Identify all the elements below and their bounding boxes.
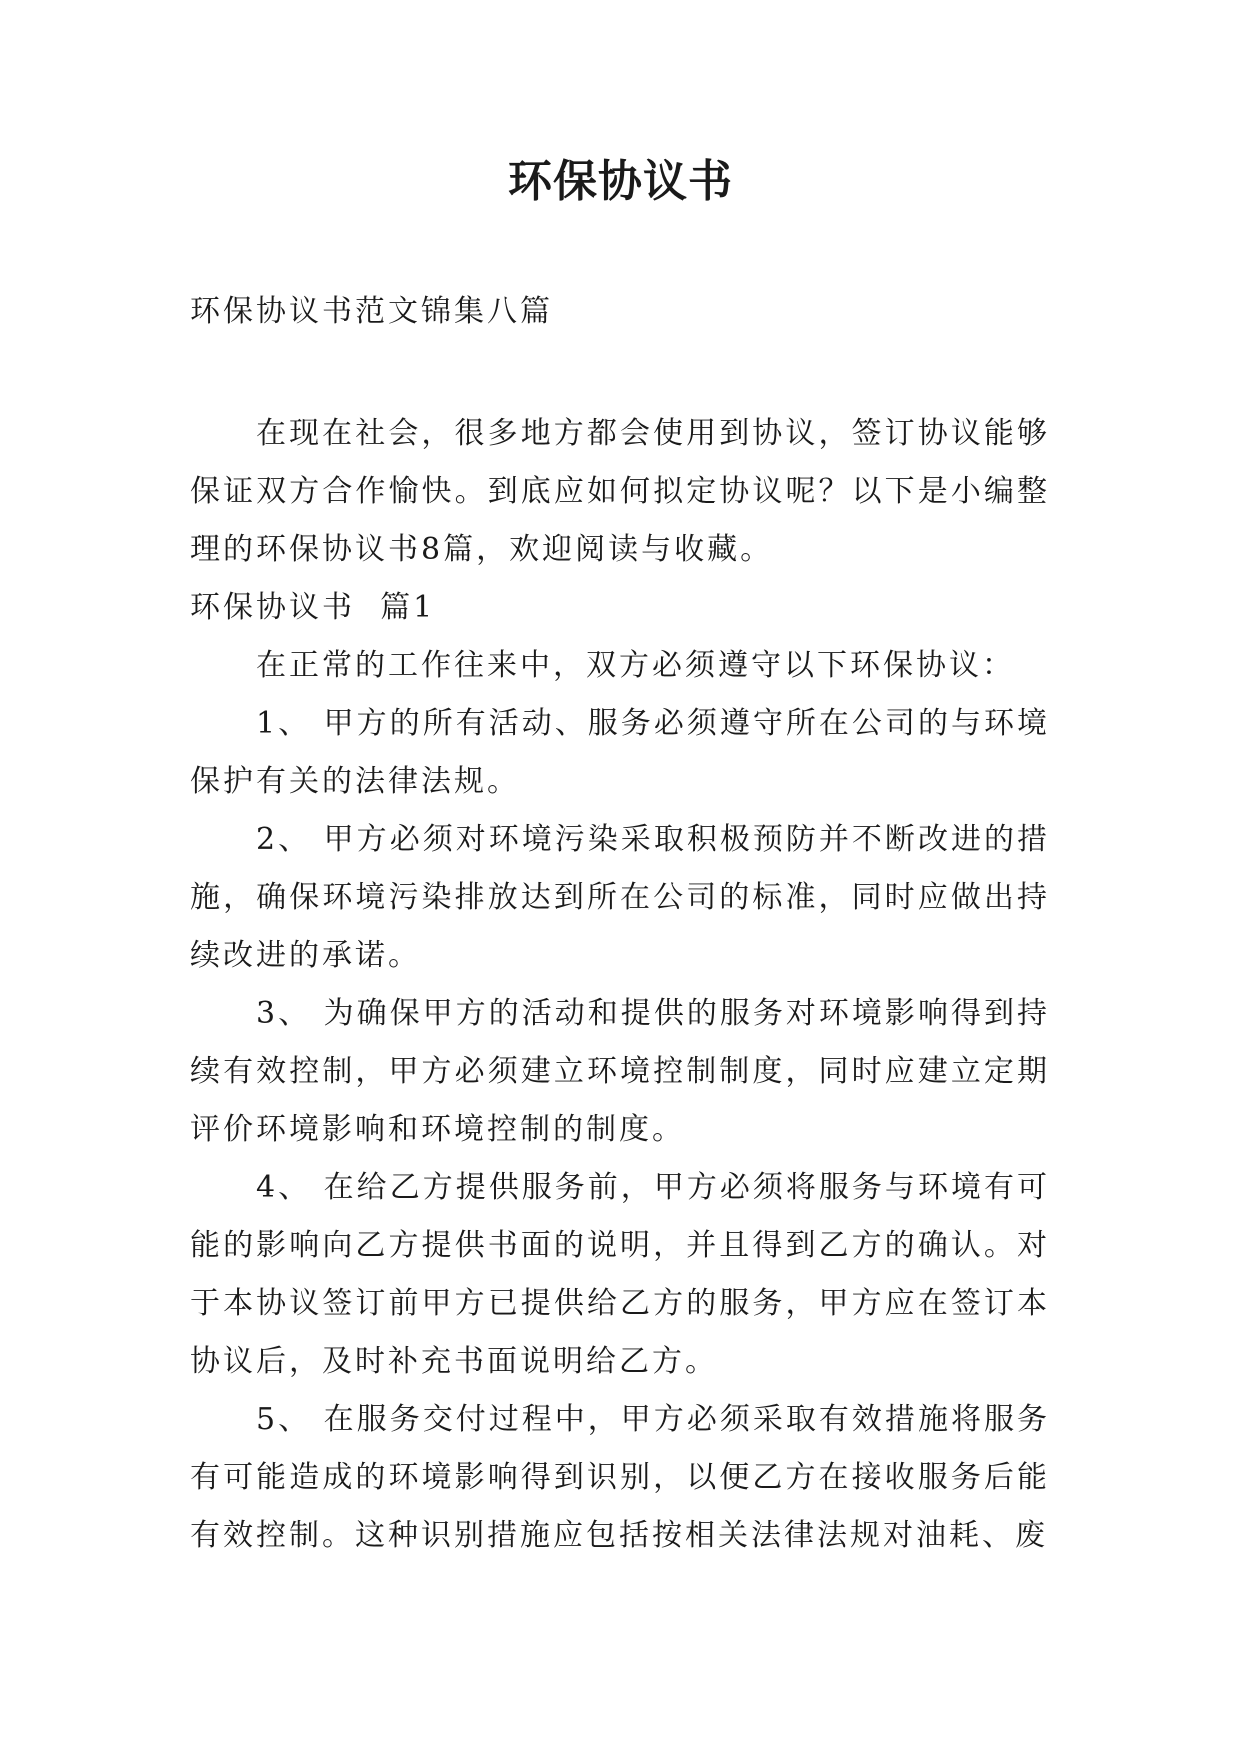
document-title: 环保协议书 [508,156,733,207]
clause-paragraph: 1、 甲方的所有活动、服务必须遵守所在公司的与环境保护有关的法律法规。 [190,706,1050,799]
intro-paragraph: 在现在社会，很多地方都会使用到协议，签订协议能够保证双方合作愉快。到底应如何拟定协议呢？以下是小编整理的环保协议书8篇，欢迎阅读与收藏。 [190,416,1050,567]
clause-paragraph: 5、 在服务交付过程中，甲方必须采取有效措施将服务有可能造成的环境影响得到识别，以便乙方在接收服务后能有效控制。这种识别措施应包括按相关法律法规对油耗、废 [190,1402,1050,1553]
document-body [190,405,1050,1565]
document-subtitle: 环保协议书范文锦集八篇 [190,294,553,329]
clause-paragraph: 2、 甲方必须对环境污染采取积极预防并不断改进的措施，确保环境污染排放达到所在公司的标准，同时应做出持续改进的承诺。 [190,822,1050,973]
section-heading: 环保协议书 篇1 [190,590,436,625]
clause-paragraph: 3、 为确保甲方的活动和提供的服务对环境影响得到持续有效控制，甲方必须建立环境控制制度，同时应建立定期评价环境影响和环境控制的制度。 [190,996,1050,1147]
body-paragraph: 在正常的工作往来中，双方必须遵守以下环保协议： [256,648,1015,683]
clause-paragraph: 4、 在给乙方提供服务前，甲方必须将服务与环境有可能的影响向乙方提供书面的说明，并且得到乙方的确认。对于本协议签订前甲方已提供给乙方的服务，甲方应在签订本协议后，及时补充书面说明给乙方。 [190,1170,1050,1379]
